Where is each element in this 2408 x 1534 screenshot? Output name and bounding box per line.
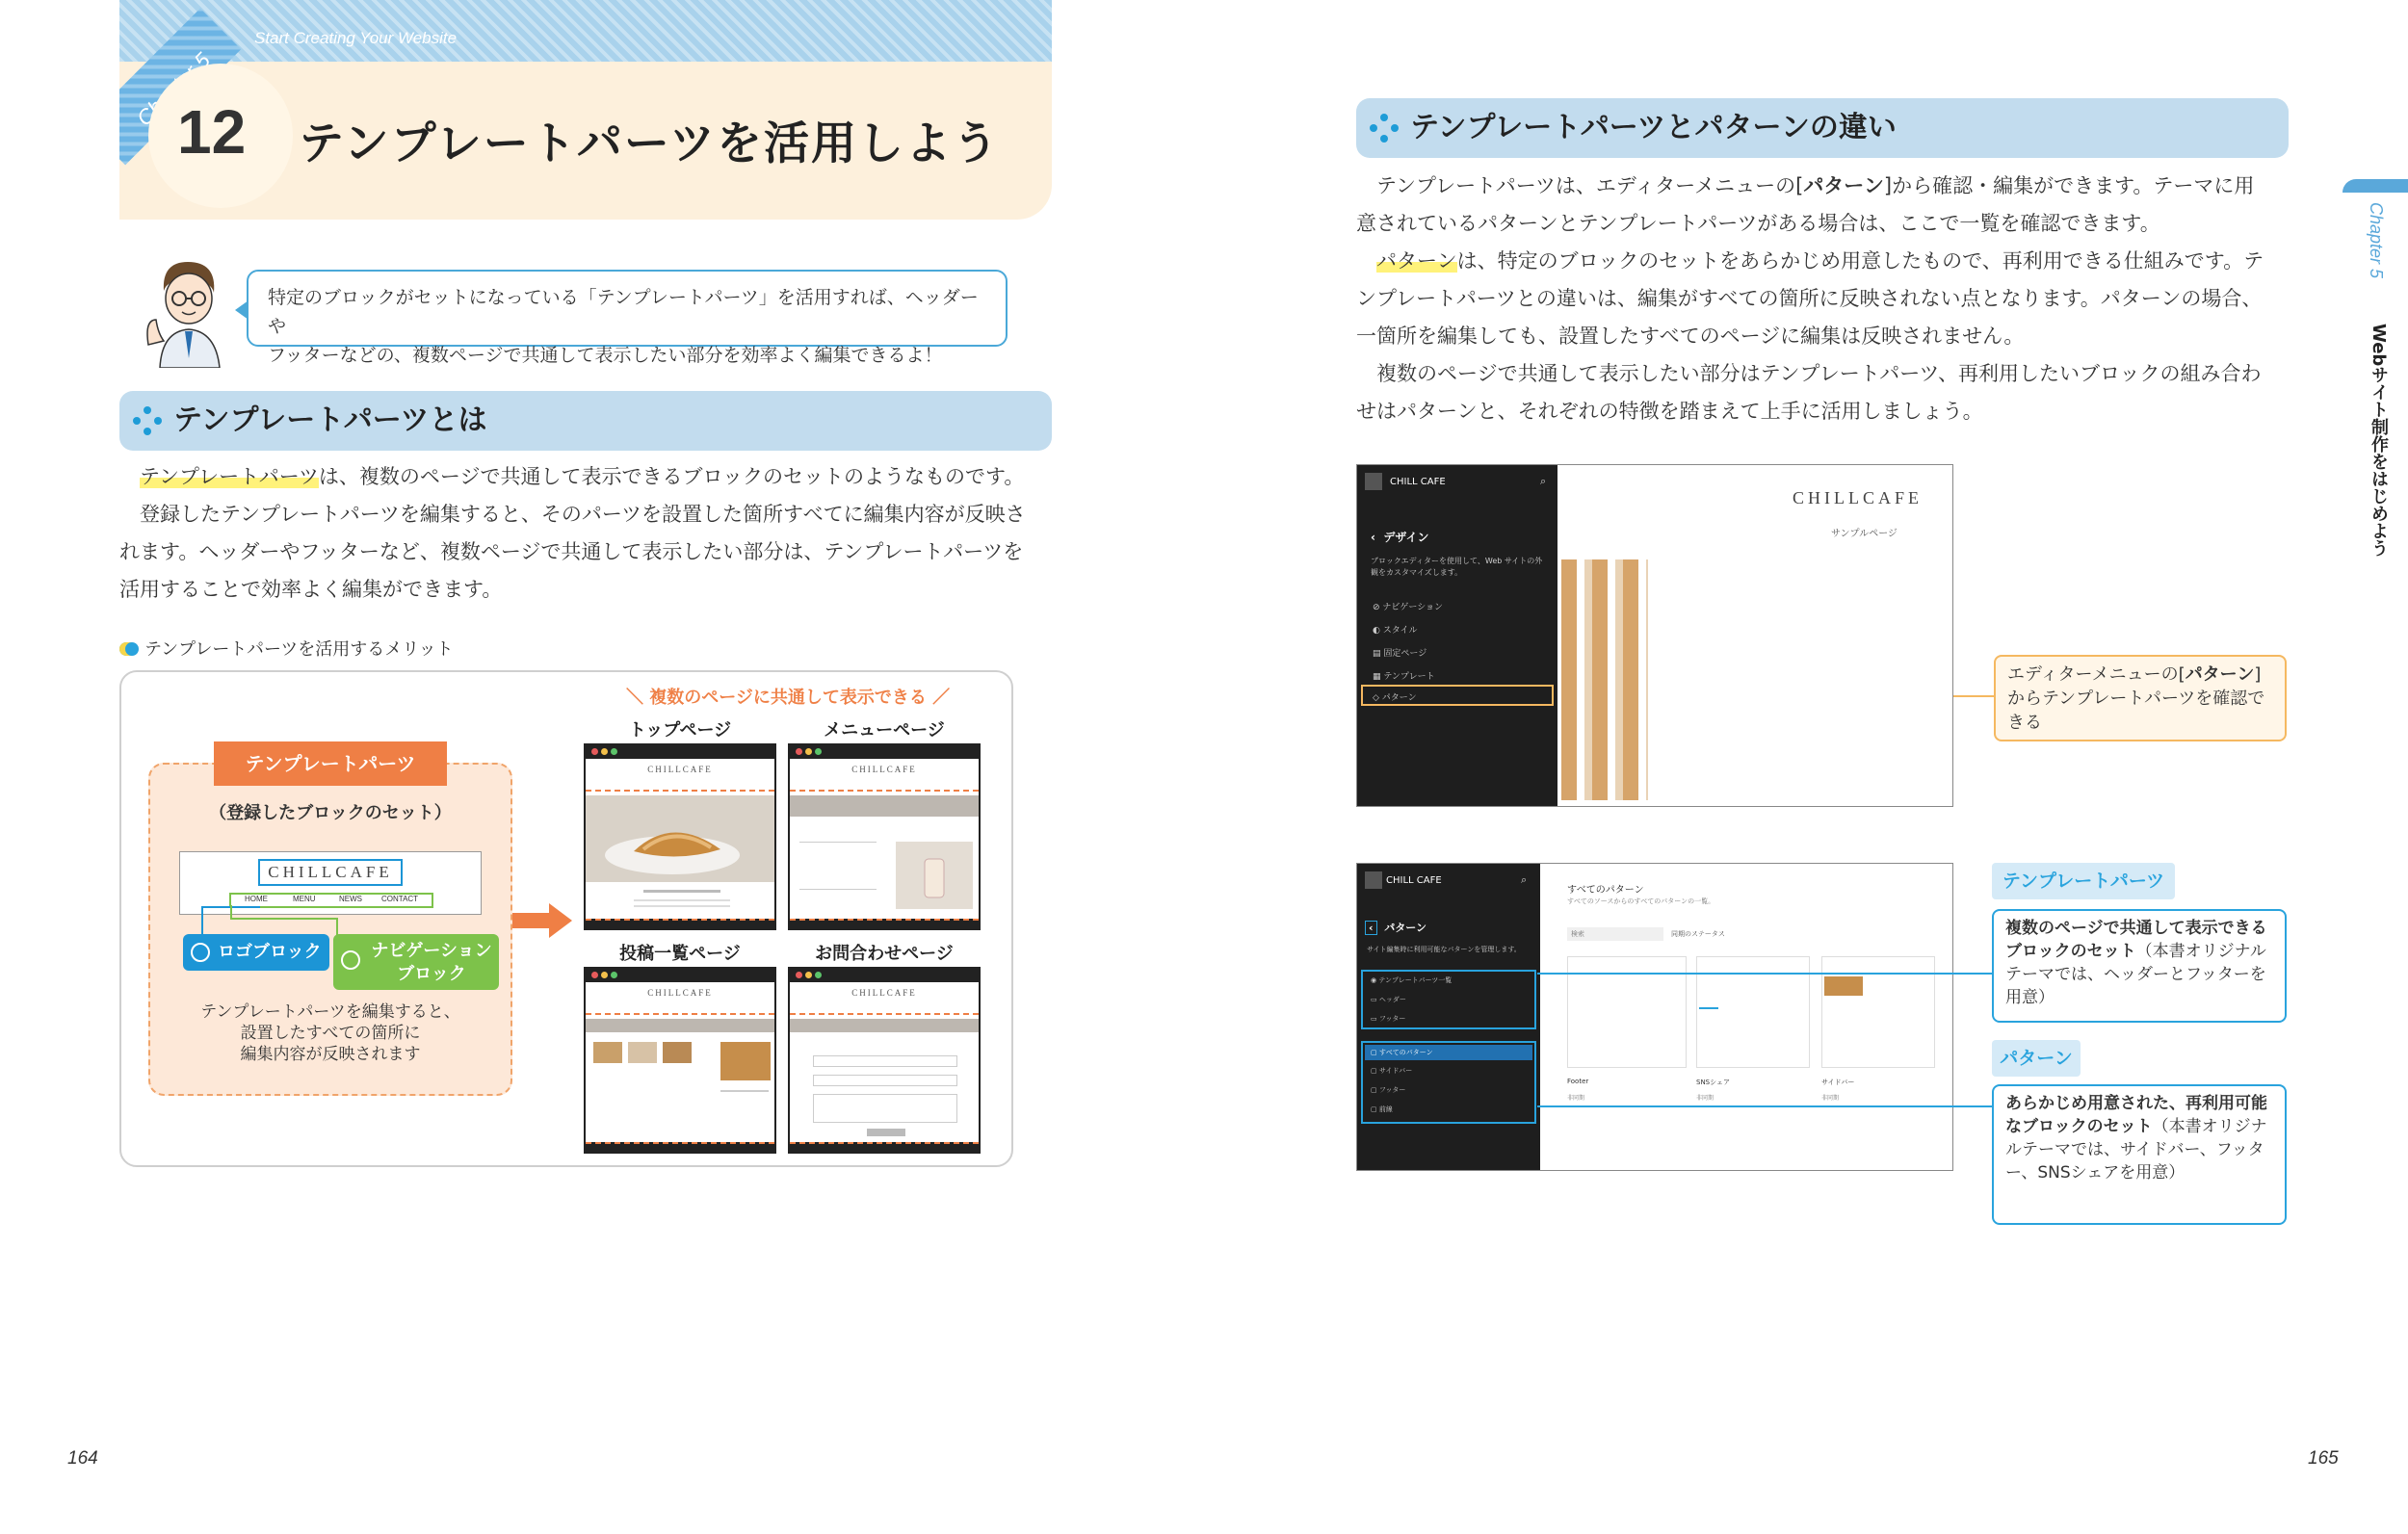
section-heading-text: テンプレートパーツとパターンの違い <box>1410 111 1897 144</box>
template-parts-group <box>1361 970 1536 1029</box>
mini-footer <box>790 919 979 928</box>
nav-menu: MENU <box>293 895 316 903</box>
text-line <box>634 905 730 907</box>
menu-list <box>799 842 877 890</box>
item-label: テンプレートパーツ一覧 <box>1378 976 1453 984</box>
tag-patterns-body <box>1992 1084 2287 1225</box>
tag-template-parts-body <box>1992 909 2287 1023</box>
sidebar-item[interactable]: ▢ フッター <box>1371 1086 1406 1094</box>
mini-footer <box>586 919 774 928</box>
mini-page-top <box>584 743 776 930</box>
preview-pane <box>1561 473 1947 800</box>
dots-icon <box>133 406 162 435</box>
site-name: CHILL CAFE <box>1386 875 1442 886</box>
template-parts-label: テンプレートパーツ <box>214 741 447 786</box>
menu-item-pages[interactable]: ▤ 固定ページ <box>1373 649 1427 659</box>
page-title: テンプレートパーツを活用しよう <box>299 117 1000 170</box>
page-label-contact: お問合わせページ <box>815 944 954 964</box>
section2-para-2-l3: 一箇所を編集しても、設置したすべてのページに編集は反映されません。 <box>1356 325 2025 348</box>
nav-contact: CONTACT <box>381 895 419 903</box>
main-title: すべてのパターン <box>1567 885 1644 896</box>
tag-body-bold: 複数のページで共通して表示できるブロックのセット <box>2005 919 2267 961</box>
card-label: サイドバー <box>1821 1079 1855 1086</box>
speech-bubble <box>247 270 1008 366</box>
page-number-right: 165 <box>2308 1448 2339 1469</box>
form-field <box>813 1055 957 1067</box>
form-submit <box>867 1129 905 1136</box>
tag-body-text: （本書オリジナルテーマでは、ヘッダーとフッターを用意） <box>2005 942 2266 1007</box>
para-text: は、複数のページで共通して表示できるブロックのセットのようなものです。 <box>318 465 1025 488</box>
browser-bar <box>790 745 979 759</box>
post-thumb <box>663 1042 692 1063</box>
menu-item-label: 固定ページ <box>1383 649 1427 659</box>
item-label: サイドバー <box>1378 1067 1413 1075</box>
mini-page-posts <box>584 967 776 1154</box>
note-text: エディターメニューの[ <box>2007 664 2186 685</box>
item-label: フッター <box>1378 1086 1406 1094</box>
search-icon: ⌕ <box>1540 475 1547 487</box>
menu-item-label: スタイル <box>1382 626 1418 636</box>
card-badge: 非同期 <box>1696 1095 1714 1102</box>
note-line: 編集内容が反映されます <box>240 1045 421 1064</box>
card-label: Footer <box>1567 1078 1589 1085</box>
callout-line-patterns <box>1537 1105 1994 1107</box>
mini-header: CHILLCAFE <box>586 982 774 1015</box>
sns-bar <box>1699 1007 1718 1009</box>
croissant-photo <box>586 795 776 882</box>
chapter-side-tab <box>2343 179 2408 584</box>
site-icon <box>1365 473 1382 490</box>
mini-page-menu <box>788 743 981 930</box>
nav-home: HOME <box>245 895 268 903</box>
navigation-block-icon <box>341 950 360 970</box>
section2-body <box>1356 168 2290 430</box>
screenshot-design-menu <box>1356 464 1953 807</box>
mini-footer <box>790 1142 979 1152</box>
caption-icon <box>119 642 139 656</box>
post-thumb <box>628 1042 657 1063</box>
preview-image-strips <box>1561 559 1648 800</box>
tag-text: ロゴブロック <box>218 942 322 962</box>
item-label: ヘッダー <box>1378 996 1406 1003</box>
item-label: ▢ すべてのパターン <box>1371 1049 1433 1056</box>
patterns-main <box>1546 864 1953 1171</box>
item-label: 前線 <box>1378 1105 1393 1113</box>
page-number-left: 164 <box>67 1448 98 1469</box>
site-icon <box>1365 871 1382 889</box>
section2-para-3-l1: 複数のページで共通して表示したい部分はテンプレートパーツ、再利用したいブロックの組み合わ <box>1376 362 2262 385</box>
highlight-term: テンプレートパーツ <box>140 465 319 488</box>
logo-block-icon <box>191 943 210 962</box>
nav-block-tag <box>333 934 499 990</box>
section2-para-2-l2: ンプレートパーツとの違いは、編集がすべての箇所に反映されない点となります。パターンの場合、 <box>1356 287 2263 310</box>
callout-line-template-parts <box>1537 973 1994 975</box>
mini-header: CHILLCAFE <box>790 759 979 792</box>
menu-item-style[interactable]: ◐ スタイル <box>1373 626 1418 636</box>
character-avatar <box>135 252 241 368</box>
menu-description: サイト編集時に利用可能なパターンを管理します。 <box>1367 946 1521 953</box>
note-line: 設置したすべての箇所に <box>240 1024 421 1043</box>
para-text: は、特定のブロックのセットをあらかじめ用意したもので、再利用できる仕組みです。テ <box>1456 249 2264 273</box>
tag-body-text: （本書オリジナルテーマでは、サイドバー、フッター、SNSシェアを用意） <box>2005 1117 2267 1183</box>
page-label-top: トップページ <box>628 720 732 741</box>
form-textarea <box>813 1094 957 1123</box>
menu-description: ブロックエディターを使用して、Web サイトの外観をカスタマイズします。 <box>1371 557 1543 577</box>
tag-text: ナビゲーション ブロック <box>371 941 492 984</box>
template-parts-note <box>148 1001 512 1065</box>
text-line <box>634 899 730 901</box>
section2-para-3-l2: せはパターンと、それぞれの特徴を踏まえて上手に活用しましょう。 <box>1356 400 1983 423</box>
para-bold: パターン <box>1803 174 1884 197</box>
search-placeholder: 検索 <box>1571 930 1584 938</box>
callout-line-1 <box>1953 695 1996 697</box>
section1-body <box>119 458 1052 609</box>
main-description: すべてのソースからのすべてのパターンの一覧。 <box>1567 897 1715 905</box>
patterns-title <box>1365 920 1426 935</box>
menu-title-text: デザイン <box>1383 531 1429 544</box>
para-text: テンプレートパーツは、エディターメニューの[ <box>1376 174 1804 197</box>
section-heading-template-parts <box>119 391 1052 451</box>
caption-text: テンプレートパーツを活用するメリット <box>144 639 454 660</box>
design-title: ‹ デザイン <box>1371 531 1429 544</box>
item-label: フッター <box>1378 1015 1406 1023</box>
para-text: ]から確認・編集ができます。テーマに用 <box>1883 174 2255 197</box>
figure-caption <box>119 636 454 661</box>
menu-item-label: パターン <box>1381 693 1417 703</box>
mini-page-contact <box>788 967 981 1154</box>
mini-footer <box>586 1142 774 1152</box>
wp-sidebar <box>1357 864 1540 1170</box>
screenshot-patterns <box>1356 863 1953 1171</box>
patterns-group <box>1361 1041 1536 1124</box>
menu-item-label: テンプレート <box>1383 672 1435 682</box>
note-bold: パターン <box>2185 664 2255 685</box>
menu-item-label: ナビゲーション <box>1382 603 1444 612</box>
section-number: 12 <box>177 97 247 167</box>
chapter-header <box>119 0 1052 220</box>
post-thumb <box>593 1042 622 1063</box>
sidebar-item[interactable]: ▭ フッター <box>1371 1015 1406 1023</box>
pages-heading: ＼ 複数のページに共通して表示できる ／ <box>626 688 951 708</box>
section1-para-2-l2: れます。ヘッダーやフッターなど、複数ページで共通して表示したい部分は、テンプレートパーツを <box>119 540 1024 563</box>
posts-banner <box>586 1019 776 1032</box>
site-name: CHILL CAFE <box>1390 477 1446 487</box>
preview-logo: CHILLCAFE <box>1793 488 1923 507</box>
menu-item-navigation[interactable]: ⊘ ナビゲーション <box>1373 603 1444 612</box>
label-text: すべてのパターン <box>1378 1049 1433 1056</box>
menu-item-patterns[interactable] <box>1361 685 1554 706</box>
search-icon: ⌕ <box>1521 873 1528 886</box>
logo-block: CHILLCAFE <box>258 859 403 886</box>
sidebar-item[interactable]: ◉ テンプレートパーツ一覧 <box>1371 976 1453 984</box>
text-line <box>643 890 720 893</box>
highlight-term: パターン <box>1376 249 1457 273</box>
section-heading-text: テンプレートパーツとは <box>173 403 487 437</box>
browser-bar <box>790 969 979 982</box>
tag-patterns: パターン <box>1992 1040 2081 1077</box>
menu-title-text: パターン <box>1384 922 1426 934</box>
back-icon[interactable]: ‹ <box>1365 921 1377 935</box>
callout-patterns-note <box>1994 655 2287 741</box>
browser-bar <box>586 969 774 982</box>
patterns-label: ◇ パターン <box>1373 693 1417 703</box>
side-tab-title: Webサイト制作をはじめよう <box>2369 324 2389 558</box>
text-line <box>720 1090 769 1092</box>
note-line: テンプレートパーツを編集すると、 <box>200 1002 460 1022</box>
card-badge: 非同期 <box>1821 1095 1840 1102</box>
sidebar-thumb <box>720 1042 771 1080</box>
preview-page-title: サンプルページ <box>1831 529 1898 539</box>
page-label-menu: メニューページ <box>824 720 945 741</box>
sidebar-item[interactable]: ▢ サイドバー <box>1371 1067 1413 1075</box>
card-badge: 非同期 <box>1567 1095 1585 1102</box>
tag-body-bold: あらかじめ用意された、再利用可能なブロックのセット <box>2005 1094 2267 1136</box>
bubble-line-1: 特定のブロックがセットになっている「テンプレートパーツ」を活用すれば、ヘッダーや <box>268 287 979 337</box>
card-thumb <box>1824 976 1863 996</box>
chapter-subtitle: Start Creating Your Website <box>254 29 458 47</box>
section2-para-1 <box>1356 168 2290 205</box>
note-text: ]からテンプレートパーツを確認できる <box>2007 664 2265 733</box>
section1-para-2-l3: 活用することで効率よく編集ができます。 <box>119 578 503 601</box>
section2-para-1-l2: 意されているパターンとテンプレートパーツがある場合は、ここで一覧を確認できます。 <box>1356 212 2160 235</box>
section1-para-1 <box>119 458 1052 496</box>
browser-bar <box>586 745 774 759</box>
search-input[interactable] <box>1567 927 1663 941</box>
side-tab-chapter: Chapter 5 <box>2367 202 2386 279</box>
sidebar-item[interactable]: ▭ ヘッダー <box>1371 996 1406 1003</box>
chapter-label: 5 <box>189 47 215 73</box>
card-label: SNSシェア <box>1696 1079 1730 1086</box>
logo-block-tag <box>183 934 329 971</box>
sidebar-item-active[interactable] <box>1365 1045 1532 1060</box>
section-heading-difference <box>1356 98 2289 158</box>
template-parts-sub: （登録したブロックのセット） <box>209 803 452 823</box>
drink-photo <box>896 842 973 909</box>
menu-item-templates[interactable]: ▦ テンプレート <box>1373 672 1435 682</box>
side-tab-cap <box>2343 179 2408 193</box>
section2-para-2 <box>1356 243 2290 280</box>
filter-button[interactable]: 同期のステータス <box>1671 930 1725 938</box>
contact-banner <box>790 1019 981 1032</box>
sidebar-item[interactable]: ▢ 前線 <box>1371 1105 1393 1113</box>
section1-para-2-l1: 登録したテンプレートパーツを編集すると、そのパーツを設置した箇所すべてに編集内容が反映さ <box>140 503 1026 526</box>
right-arrow-icon <box>512 903 572 938</box>
bubble-line-2: フッターなどの、複数ページで共通して表示したい部分を効率よく編集できるよ！ <box>268 345 943 366</box>
nav-news: NEWS <box>339 895 362 903</box>
connector-lines <box>144 905 433 938</box>
tag-template-parts: テンプレートパーツ <box>1992 863 2175 899</box>
dots-icon <box>1370 114 1399 143</box>
form-field <box>813 1075 957 1086</box>
menu-banner <box>790 795 981 817</box>
mini-header: CHILLCAFE <box>790 982 979 1015</box>
wp-sidebar <box>1357 465 1557 806</box>
mini-header: CHILLCAFE <box>586 759 774 792</box>
page-label-posts: 投稿一覧ページ <box>619 944 741 964</box>
